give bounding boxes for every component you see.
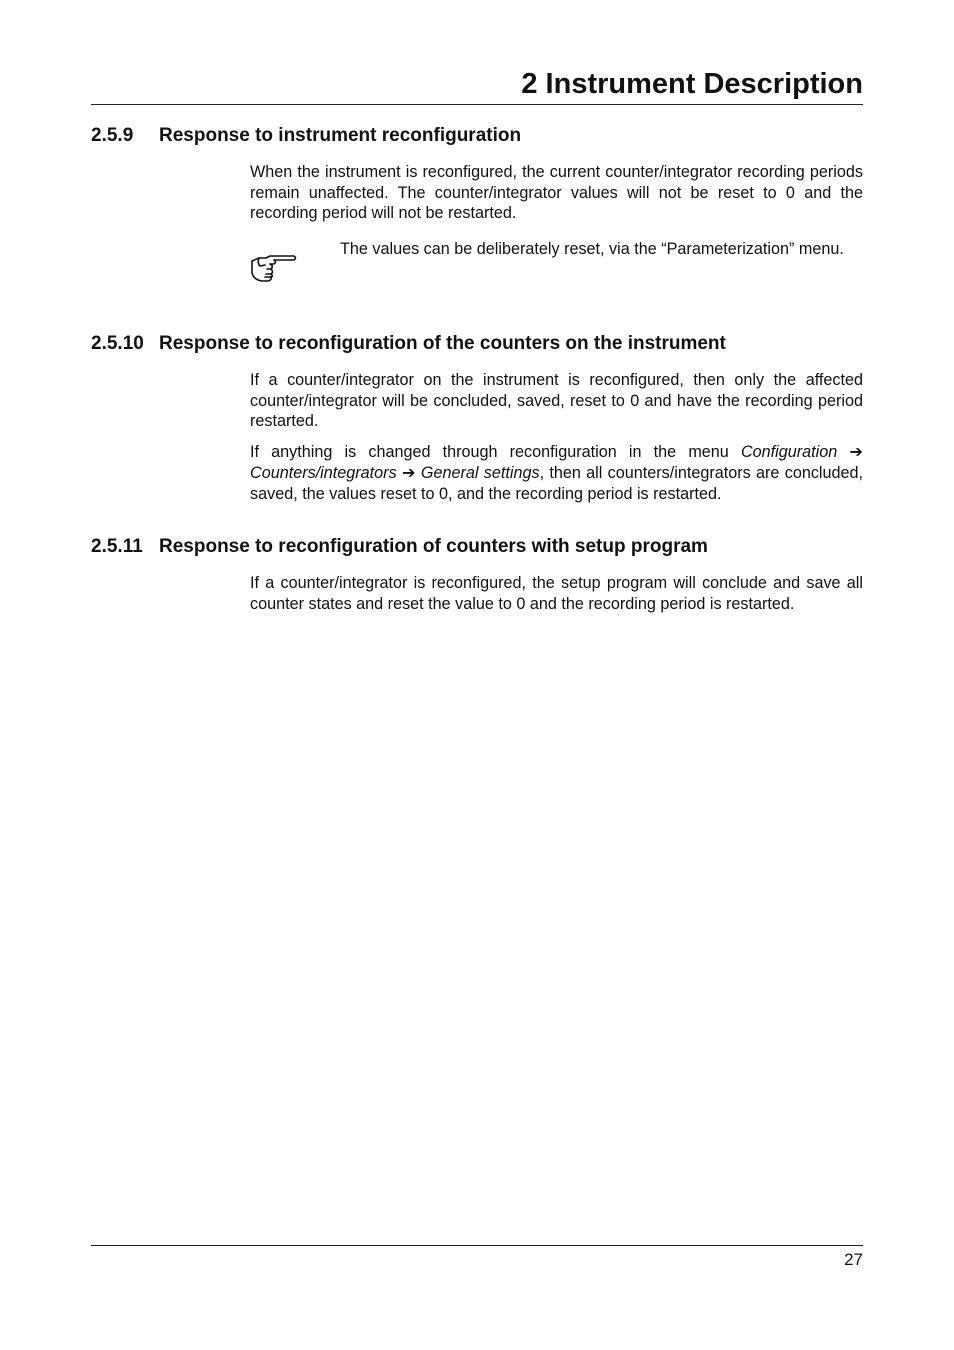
chapter-title: 2 Instrument Description (521, 68, 863, 100)
page-number: 27 (844, 1250, 863, 1269)
pointing-hand-icon (250, 253, 298, 283)
note-text: The values can be deliberately reset, via the “Parameterization” menu. (340, 240, 844, 258)
section-title: Response to reconfiguration of counters with setup program (159, 536, 708, 557)
menu-configuration: Configuration (740, 443, 838, 462)
section-body-2-5-10 (250, 370, 863, 514)
section-body-2-5-9 (250, 162, 863, 234)
section-heading-2-5-11 (91, 535, 708, 559)
arrow-icon: ➔ (401, 463, 416, 482)
section-number: 2.5.9 (91, 125, 134, 146)
footer-rule (91, 1245, 863, 1246)
paragraph: When the instrument is reconfigured, the current counter/integrator recording periods remain unaffected. The counter/integrator values will not be reset to 0 and the recording period will not be restarted. (250, 163, 863, 223)
paragraph: If a counter/integrator on the instrument is reconfigured, then only the affected counter/integrator will be concluded, saved, reset to 0 and have the recording period restarted. (250, 371, 863, 431)
section-heading-2-5-9 (91, 124, 521, 148)
section-title: Response to instrument reconfiguration (159, 125, 522, 146)
text-run: If anything is changed through reconfiguration in the menu (250, 443, 741, 462)
section-heading-2-5-10 (91, 332, 726, 356)
section-body-2-5-11 (250, 573, 863, 624)
section-number: 2.5.10 (91, 333, 144, 354)
menu-general-settings: General settings (420, 463, 540, 482)
arrow-icon: ➔ (849, 443, 863, 462)
section-title: Response to reconfiguration of the counters on the instrument (159, 333, 726, 354)
section-number: 2.5.11 (91, 536, 143, 557)
header-rule (91, 104, 863, 105)
paragraph: If a counter/integrator is reconfigured, the setup program will conclude and save all counter states and reset the value to 0 and the recording period is restarted. (250, 574, 863, 613)
text-run: , then all counters/integrators are concluded, saved, the values reset to 0, and the recording period is restarted. (250, 463, 864, 503)
menu-counters-integrators: Counters/integrators (250, 463, 397, 482)
menu-path-paragraph (250, 442, 863, 504)
